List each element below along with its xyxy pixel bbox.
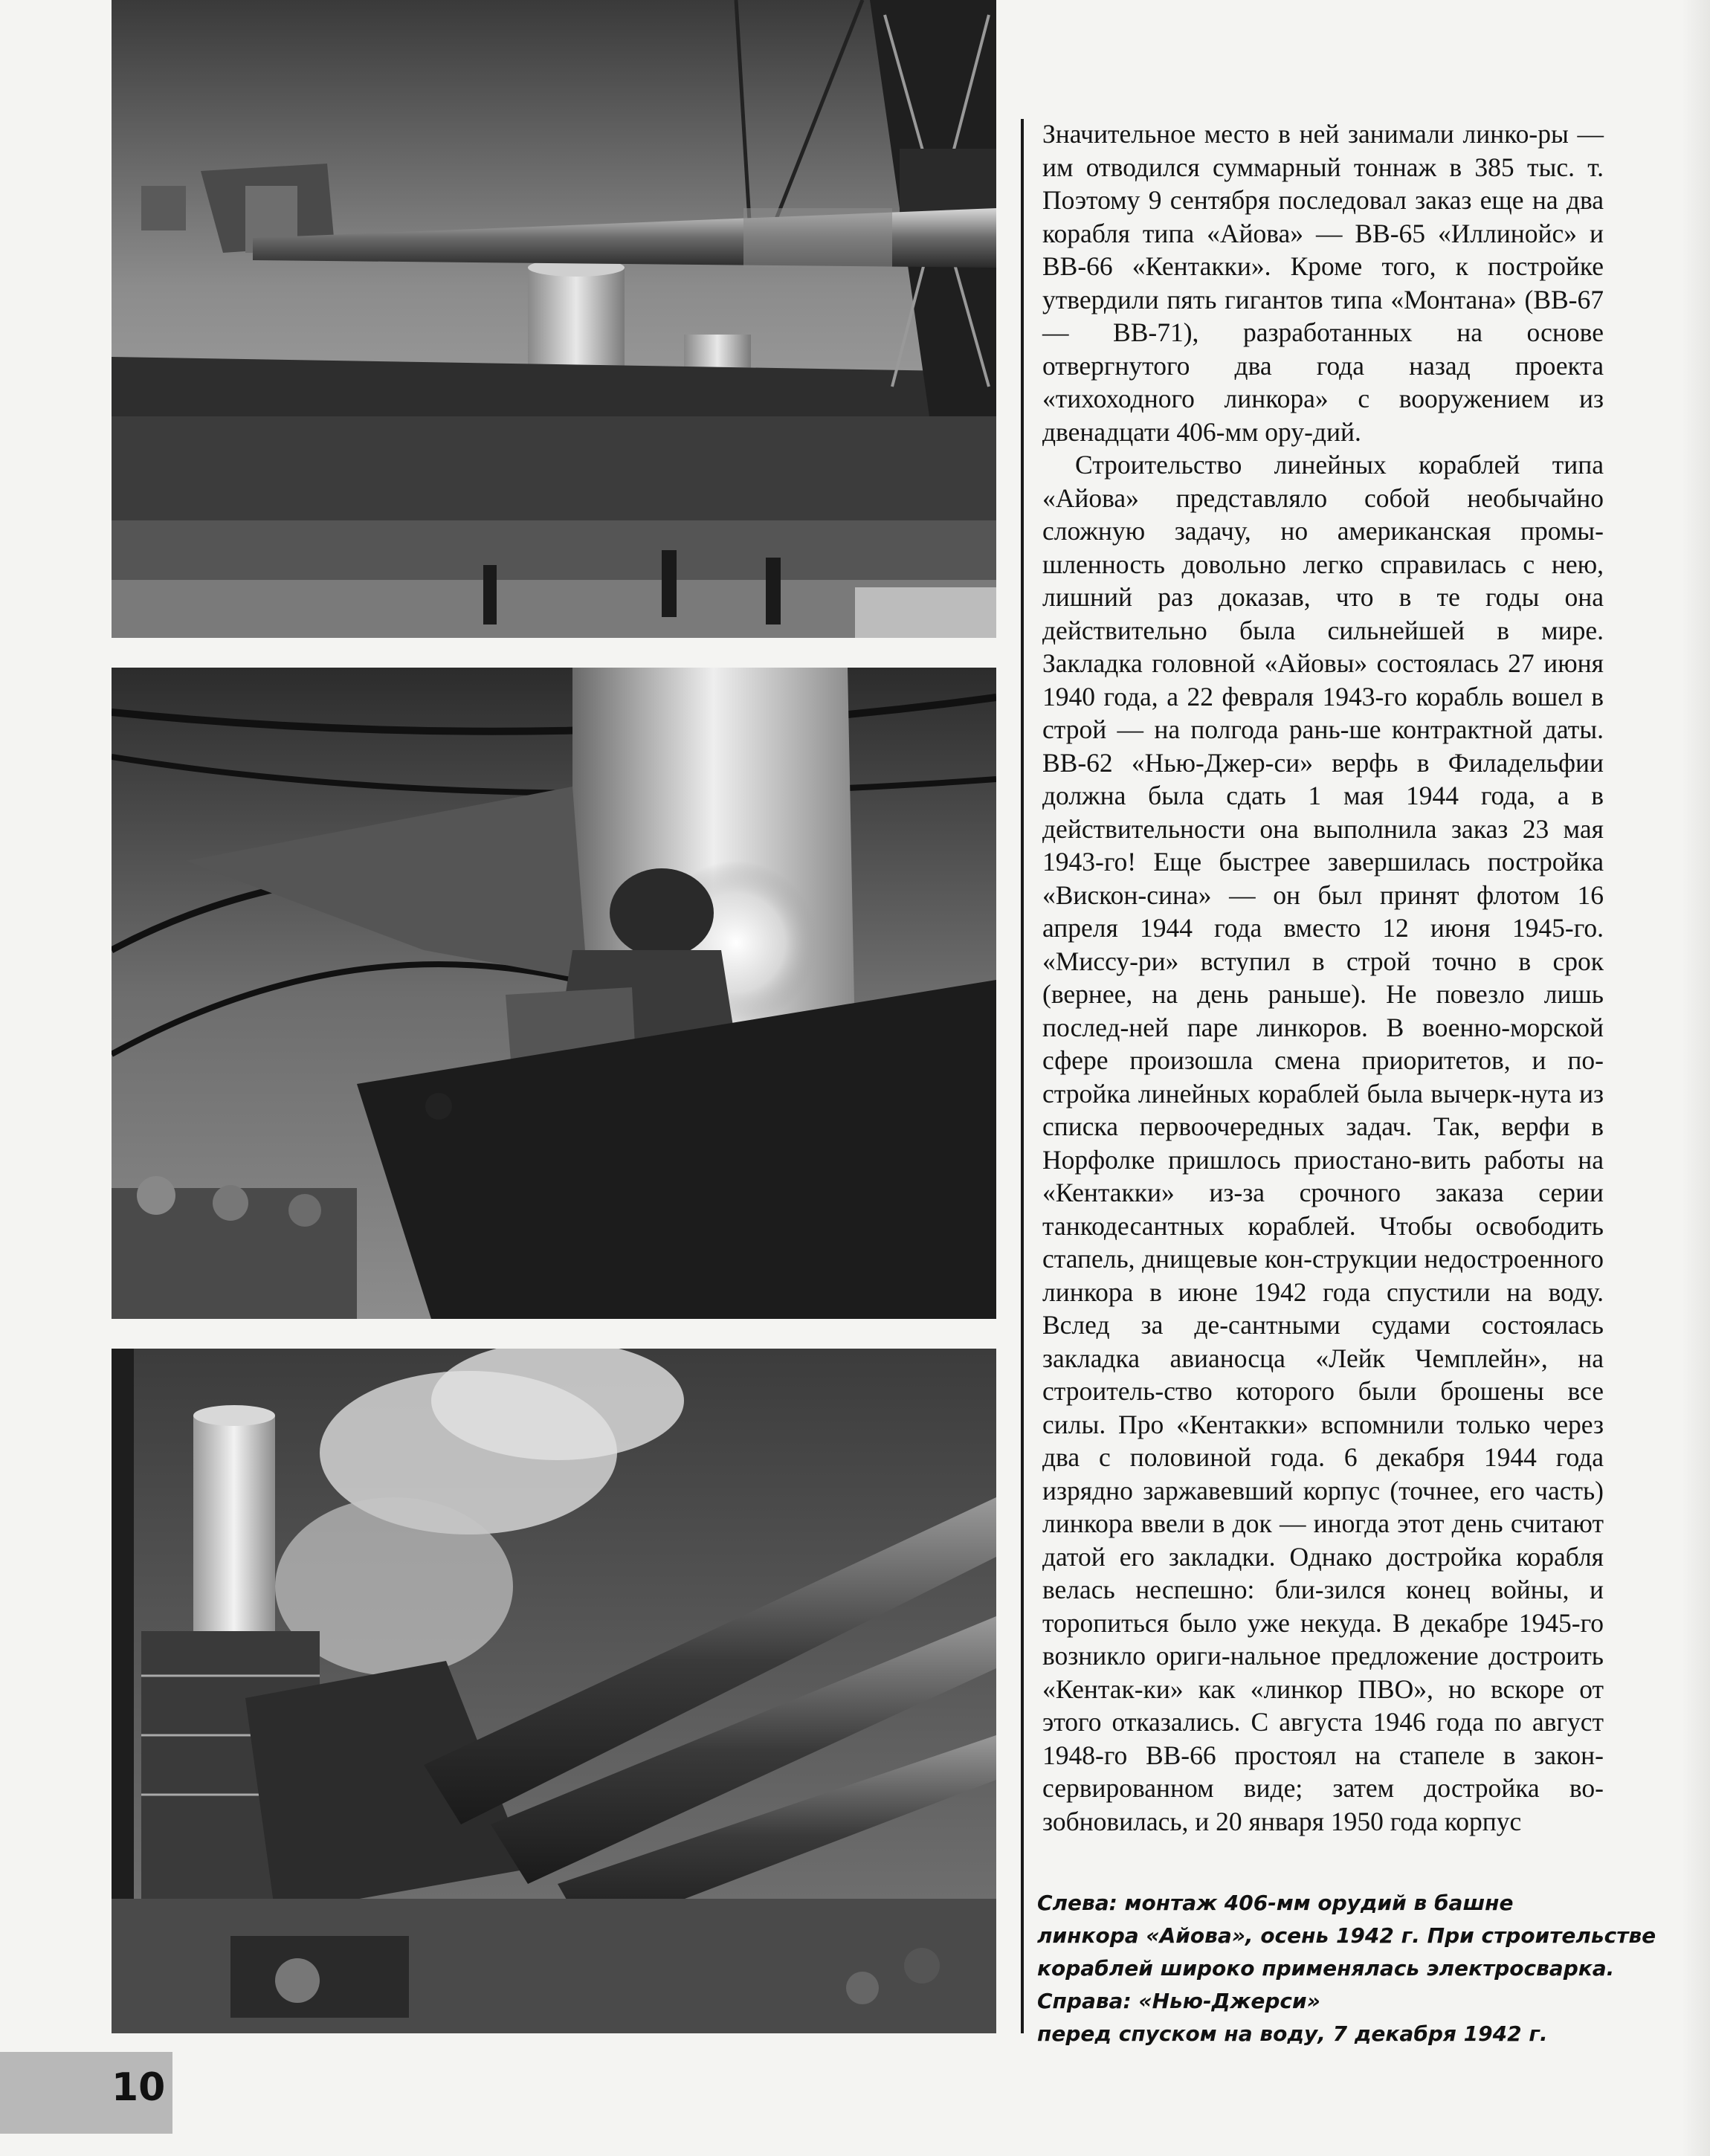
photo-welder [112,668,996,1319]
caption-line: Слева: монтаж 406-мм орудий в башне [1037,1891,1514,1915]
caption-line: перед спуском на воду, 7 декабря 1942 г. [1037,2021,1548,2046]
article-text [1042,117,1604,1838]
caption-line: Справа: «Нью-Джерси» [1037,1989,1320,2013]
caption-line: линкора «Айова», осень 1942 г. При строительстве [1037,1923,1656,1948]
article-paragraph: Строительство линейных кораблей типа «Айова» представляло собой необычайно сложную задачу, но американская промы-шленность довольно легко справилась с нею, лишний раз доказав, что в те годы она действительно была сильнейшей в мире. Закладка головной «Айовы» состоялась 27 июня 1940 года, а 22 февраля 1943-го корабль вошел в строй — на полгода рань-ше контрактной даты. ВВ-62 «Нью-Джер-си» верфь в Филадельфии должна была сдать 1 мая 1944 года, а в действительности она выполнила заказ 23 мая 1943-го! Еще быстрее завершилась постройка «Вискон-сина» — он был принят флотом 16 апреля 1944 года вместо 12 июня 1945-го. «Миссу-ри» вступил в строй точно в срок (вернее, на день раньше). Не повезло лишь послед-ней паре линкоров. В военно-морской сфере произошла смена приоритетов, и по-стройка линейных кораблей была вычерк-нута из списка первоочередных задач. Так, верфи в Норфолке пришлось приостано-вить работы на «Кентакки» из-за срочного заказа серии танкодесантных кораблей. Чтобы освободить стапель, днищевые кон-струкции недостроенного линкора в июне 1942 года спустили на воду. Вслед за де-сантными судами состоялась закладка авианосца «Лейк Чемплейн», на строитель-ство которого были брошены все силы. Про «Кентакки» вспомнили только через два с половиной года. 6 декабря 1944 года изрядно заржавевший корпус (точнее, его часть) линкора ввели в док — иногда этот день считают датой его закладки. Однако достройка корабля велась неспешно: бли-зился конец войны, и торопиться было уже некуда. В декабре 1945-го возникло ориги-нальное предложение достроить «Кентак-ки» как «линкор ПВО», но вскоре от этого отказались. С августа 1946 года по август 1948-го ВВ-66 простоял на стапеле в закон-сервированном виде; затем достройка во-зобновилась, и 20 января 1950 года корпус [1042,450,1604,1836]
article-paragraph: Значительное место в ней занимали линко-ры — им отводился суммарный тоннаж в 385 тыс. т. Поэтому 9 сентября последовал заказ еще на два корабля типа «Айова» — ВВ-65 «Иллинойс» и ВВ-66 «Кентакки». Кроме того, к постройке утвердили пять гигантов типа «Монтана» (ВВ-67 — ВВ-71), разработанных на основе отвергнутого два года назад проекта «тихоходного линкора» с вооружением из двенадцати 406-мм ору-дий. [1042,119,1604,447]
caption-line: кораблей широко применялась электросварка. [1037,1956,1615,1981]
photo-caption [1037,1887,1656,2050]
photo-new-jersey-turret [112,1349,996,2033]
column-rule [1021,119,1024,2033]
photo-gun-installation [112,0,996,638]
page-number: 10 [112,2065,166,2110]
scan-edge [1682,0,1710,2156]
